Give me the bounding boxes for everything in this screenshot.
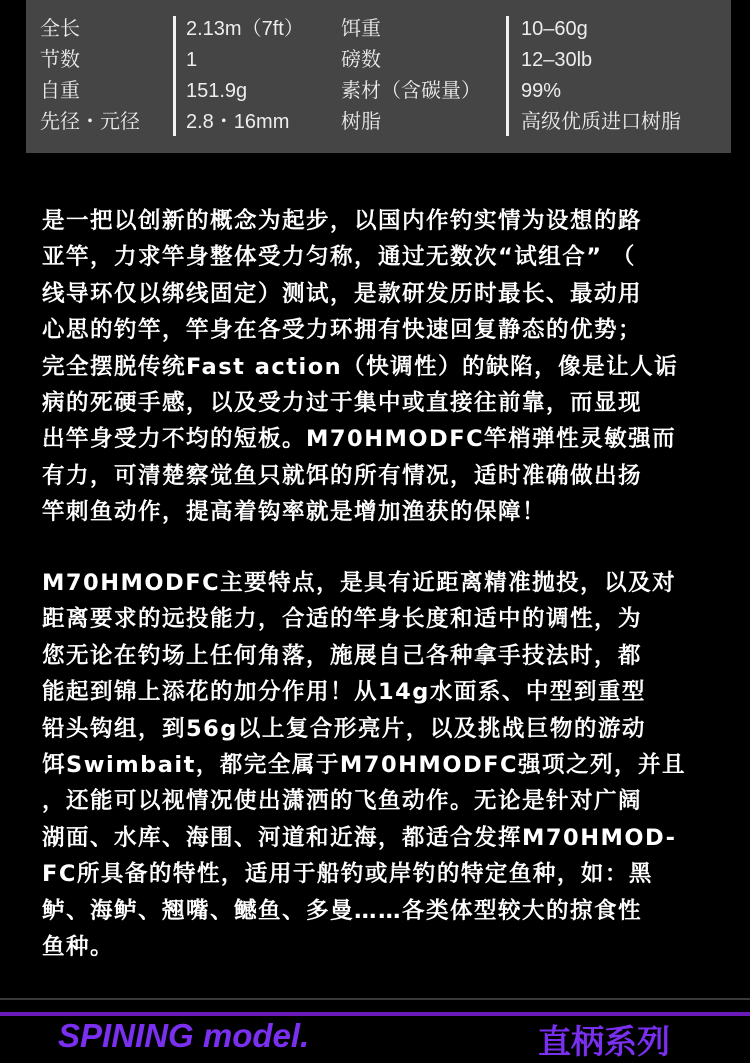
spec-label: 素材（含碳量） [341,80,481,102]
footer-series-title: 直柄系列 [538,1022,670,1061]
paragraph-line: M70HMODFC主要特点，是具有近距离精准抛投，以及对 [42,570,677,596]
spec-row [26,76,731,107]
paragraph-line: 出竿身受力不均的短板。M70HMODFC竿梢弹性灵敏强而 [42,426,677,453]
column-divider [173,16,176,136]
spec-value: 2.13m（7ft） [186,18,304,40]
paragraph-line: 是一把以创新的概念为起步，以国内作钓实情为设想的路 [42,208,643,234]
spec-label: 磅数 [341,49,381,71]
spec-label: 饵重 [341,18,381,40]
paragraph-line: 亚竿，力求竿身整体受力匀称，通过无数次“试组合” （ [42,244,636,271]
description-paragraph [42,203,722,531]
spec-label: 节数 [40,49,80,71]
paragraph-line: 距离要求的远投能力，合适的竿身长度和适中的调性，为 [42,606,643,633]
paragraph-line: 鱼种。 [42,934,115,961]
spec-row [26,45,731,76]
paragraph-line: 线导环仅以绑线固定）测试，是款研发历时最长、最动用 [42,280,643,307]
paragraph-line: 有力，可清楚察觉鱼只就饵的所有情况，适时准确做出扬 [42,462,643,489]
paragraph-line: 您无论在钓场上任何角落，施展自己各种拿手技法时，都 [42,642,643,669]
spec-value: 1 [186,49,198,71]
features-paragraph [42,565,722,965]
spec-value: 高级优质进口树脂 [521,111,681,133]
spec-label: 树脂 [341,111,381,133]
paragraph-line: 心思的钓竿，竿身在各受力环拥有快速回复静态的优势； [42,317,643,344]
spec-row [26,14,731,45]
spec-value: 12–30lb [521,49,593,71]
paragraph-line: FC所具备的特性，适用于船钓或岸钓的特定鱼种，如：黑 [42,861,653,888]
paragraph-line: 湖面、水库、海围、河道和近海，都适合发挥M70HMOD- [42,824,677,851]
column-divider [506,16,509,136]
paragraph-line: 鲈、海鲈、翘嘴、鳡鱼、多曼……各类体型较大的掠食性 [42,897,643,924]
spec-label: 全长 [40,18,80,40]
footer-model-title: SPINING model. [58,1017,310,1054]
spec-value: 2.8・16mm [186,111,290,133]
paragraph-line: ，还能可以视情况使出潇洒的飞鱼动作。无论是针对广阔 [42,788,643,815]
spec-value: 99% [521,80,562,102]
spec-value: 151.9g [186,80,248,102]
paragraph-line: 铅头钩组，到56g以上复合形亮片，以及挑战巨物的游动 [42,715,646,742]
spec-label: 自重 [40,80,80,102]
paragraph-line: 完全摆脱传统Fast action（快调性）的缺陷，像是让人诟 [42,353,679,380]
spec-row [26,107,731,138]
paragraph-line: 饵Swimbait，都完全属于M70HMODFC强项之列，并且 [42,752,687,779]
spec-value: 10–60g [521,18,588,40]
spec-table [26,0,731,153]
paragraph-line: 能起到锦上添花的加分作用！从14g水面系、中型到重型 [42,679,646,706]
paragraph-line: 竿刺鱼动作，提高着钩率就是增加渔获的保障！ [42,499,547,526]
footer-divider [0,998,750,1000]
paragraph-line: 病的死硬手感，以及受力过于集中或直接往前靠，而显现 [42,390,643,417]
spec-label: 先径・元径 [40,111,140,133]
